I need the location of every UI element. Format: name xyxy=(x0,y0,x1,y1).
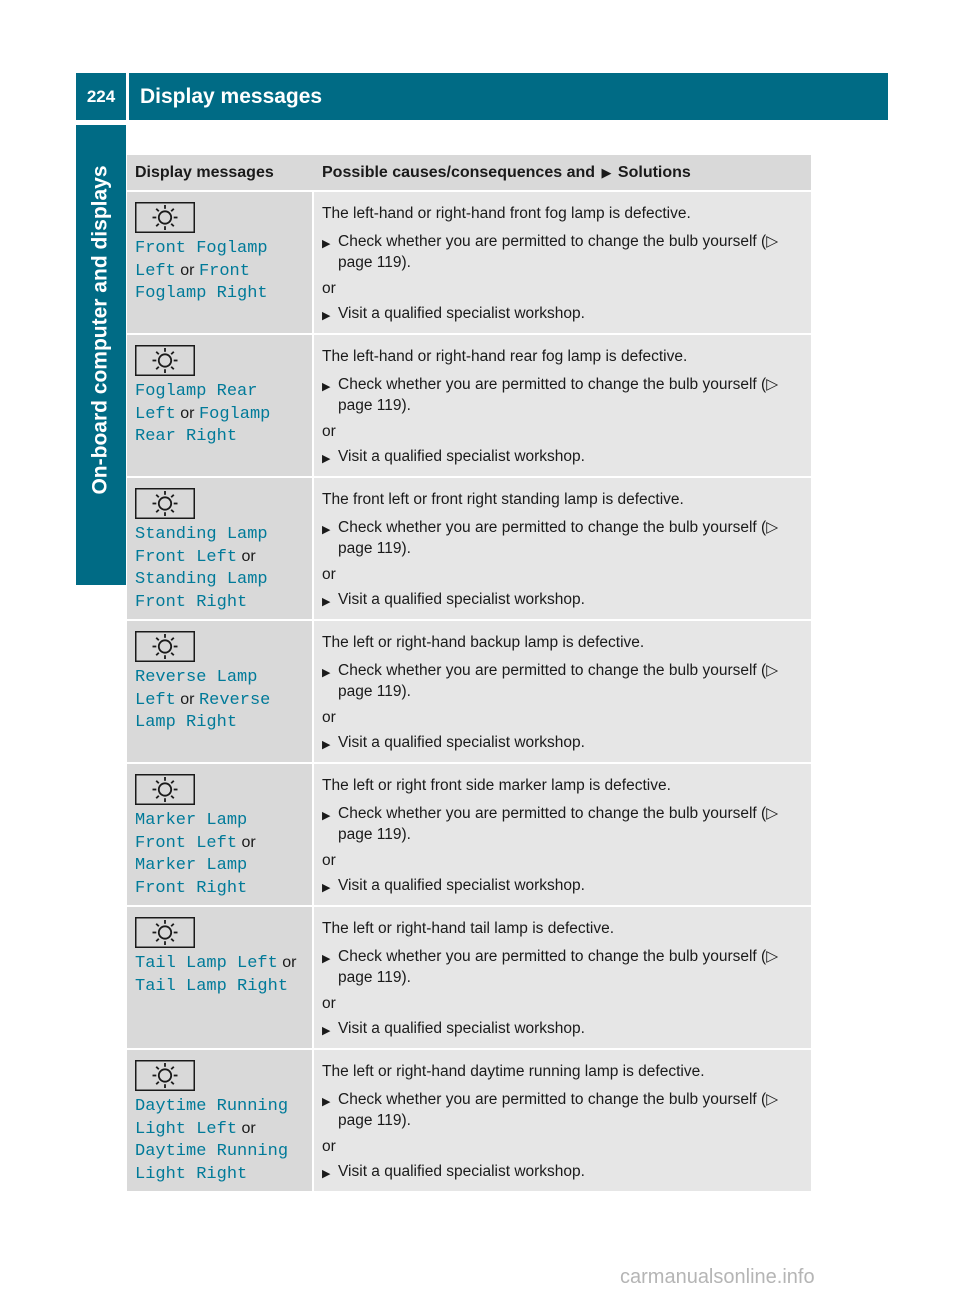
page-number: 224 xyxy=(76,73,126,120)
step-text: Check whether you are permitted to change the bulb yourself (▷ page 119). xyxy=(338,1090,779,1129)
triangle-right-icon: ▶ xyxy=(322,809,331,822)
or-separator: or xyxy=(322,279,336,297)
col-header-messages: Display messages xyxy=(135,163,274,181)
message-code-alternate: Tail Lamp Right xyxy=(135,976,289,996)
message-code-primary: Front Foglamp Left xyxy=(135,239,268,281)
triangle-right-icon: ▶ xyxy=(322,1095,331,1108)
message-code-primary: Standing Lamp Front Left xyxy=(135,525,268,567)
step-check-bulb xyxy=(322,1089,803,1132)
step-text: Check whether you are permitted to change the bulb yourself (▷ page 119). xyxy=(338,232,779,271)
message-code-alternate: Foglamp Rear Right xyxy=(135,404,271,446)
or-separator: or xyxy=(322,994,336,1012)
or-separator: or xyxy=(322,708,336,726)
message-code-alternate: Reverse Lamp Right xyxy=(135,690,271,732)
lamp-bulb-icon xyxy=(135,202,195,233)
step-visit-workshop xyxy=(322,303,803,328)
display-messages-table xyxy=(127,155,811,1193)
table-body xyxy=(127,192,811,1193)
cause-text: The left or right-hand tail lamp is defective. xyxy=(322,920,615,937)
step-text: Check whether you are permitted to change the bulb yourself (▷ page 119). xyxy=(338,375,779,414)
solution-cell xyxy=(314,478,811,619)
table-row xyxy=(127,192,811,335)
display-message-cell xyxy=(127,335,314,476)
lamp-bulb-icon xyxy=(135,917,195,948)
or-label: or xyxy=(180,690,195,708)
triangle-right-icon: ▶ xyxy=(322,952,331,965)
display-message-cell xyxy=(127,1050,314,1191)
triangle-right-icon: ▶ xyxy=(322,666,331,679)
table-row xyxy=(127,335,811,478)
display-message-cell xyxy=(127,192,314,333)
message-code-primary: Marker Lamp Front Left xyxy=(135,811,248,853)
or-label: or xyxy=(180,261,195,279)
table-header xyxy=(127,155,811,192)
step-visit-workshop xyxy=(322,446,803,471)
triangle-right-icon: ▶ xyxy=(322,380,331,393)
step-text: Visit a qualified specialist workshop. xyxy=(338,877,585,894)
message-code-alternate: Daytime Running Light Right xyxy=(135,1142,289,1184)
col-header-solutions-post: Solutions xyxy=(617,163,691,181)
or-separator: or xyxy=(322,422,336,440)
table-row xyxy=(127,621,811,764)
message-text xyxy=(135,952,304,997)
col-header-solutions-pre: Possible causes/consequences and xyxy=(322,163,596,181)
step-text: Check whether you are permitted to change the bulb yourself (▷ page 119). xyxy=(338,518,779,557)
or-separator: or xyxy=(322,851,336,869)
cause-text: The left-hand or right-hand front fog lamp is defective. xyxy=(322,205,691,222)
step-visit-workshop xyxy=(322,1018,803,1043)
triangle-right-icon: ▶ xyxy=(322,596,331,608)
step-check-bulb xyxy=(322,374,803,417)
triangle-right-icon: ▶ xyxy=(322,237,331,250)
triangle-right-icon: ▶ xyxy=(322,1168,331,1180)
or-label: or xyxy=(180,404,195,422)
table-row xyxy=(127,1050,811,1193)
display-message-cell xyxy=(127,478,314,619)
message-code-primary: Reverse Lamp Left xyxy=(135,668,258,710)
solution-cell xyxy=(314,1050,811,1191)
page-title: Display messages xyxy=(129,73,888,120)
step-check-bulb xyxy=(322,231,803,274)
step-visit-workshop xyxy=(322,732,803,757)
step-visit-workshop xyxy=(322,589,803,614)
lamp-bulb-icon xyxy=(135,488,195,519)
message-code-primary: Daytime Running Light Left xyxy=(135,1097,289,1139)
message-code-primary: Foglamp Rear Left xyxy=(135,382,258,424)
table-row xyxy=(127,764,811,907)
step-text: Visit a qualified specialist workshop. xyxy=(338,448,585,465)
message-text xyxy=(135,809,304,899)
step-text: Check whether you are permitted to change the bulb yourself (▷ page 119). xyxy=(338,661,779,700)
triangle-right-icon: ▶ xyxy=(322,882,331,894)
cause-text: The left or right-hand backup lamp is defective. xyxy=(322,634,645,651)
or-label: or xyxy=(282,954,297,971)
triangle-right-icon: ▶ xyxy=(322,523,331,536)
message-text xyxy=(135,380,304,448)
solution-cell xyxy=(314,192,811,333)
display-message-cell xyxy=(127,907,314,1048)
solution-cell xyxy=(314,621,811,762)
message-text xyxy=(135,237,304,305)
side-tab xyxy=(76,125,126,535)
message-code-primary: Tail Lamp Left xyxy=(135,954,278,973)
cause-text: The left or right front side marker lamp is defective. xyxy=(322,777,671,794)
step-text: Visit a qualified specialist workshop. xyxy=(338,734,585,751)
lamp-bulb-icon xyxy=(135,631,195,662)
step-text: Visit a qualified specialist workshop. xyxy=(338,591,585,608)
message-text xyxy=(135,1095,304,1185)
lamp-bulb-icon xyxy=(135,345,195,376)
step-check-bulb xyxy=(322,946,803,989)
side-tab-label: On-board computer and displays xyxy=(89,165,112,495)
table-row xyxy=(127,478,811,621)
display-message-cell xyxy=(127,764,314,905)
message-text xyxy=(135,666,304,734)
message-code-alternate: Marker Lamp Front Right xyxy=(135,856,248,898)
lamp-bulb-icon xyxy=(135,1060,195,1091)
step-text: Visit a qualified specialist workshop. xyxy=(338,1163,585,1180)
table-row xyxy=(127,907,811,1050)
or-separator: or xyxy=(322,1137,336,1155)
step-text: Visit a qualified specialist workshop. xyxy=(338,1020,585,1037)
or-label: or xyxy=(241,833,256,851)
step-check-bulb xyxy=(322,660,803,703)
watermark: carmanualsonline.info xyxy=(620,1266,815,1288)
step-text: Check whether you are permitted to change the bulb yourself (▷ page 119). xyxy=(338,947,779,986)
triangle-right-icon: ▶ xyxy=(322,1025,331,1037)
col-header-solutions xyxy=(314,164,811,182)
cause-text: The front left or front right standing lamp is defective. xyxy=(322,491,684,508)
step-text: Visit a qualified specialist workshop. xyxy=(338,305,585,322)
message-text xyxy=(135,523,304,613)
cause-text: The left-hand or right-hand rear fog lamp is defective. xyxy=(322,348,688,365)
step-text: Check whether you are permitted to change the bulb yourself (▷ page 119). xyxy=(338,804,779,843)
solution-cell xyxy=(314,764,811,905)
triangle-right-icon: ▶ xyxy=(601,164,612,180)
step-check-bulb xyxy=(322,803,803,846)
or-label: or xyxy=(241,1119,256,1137)
or-separator: or xyxy=(322,565,336,583)
lamp-bulb-icon xyxy=(135,774,195,805)
triangle-right-icon: ▶ xyxy=(322,739,331,751)
triangle-right-icon: ▶ xyxy=(322,310,331,322)
step-visit-workshop xyxy=(322,1161,803,1186)
cause-text: The left or right-hand daytime running lamp is defective. xyxy=(322,1063,705,1080)
message-code-alternate: Standing Lamp Front Right xyxy=(135,570,268,612)
step-visit-workshop xyxy=(322,875,803,900)
message-code-alternate: Front Foglamp Right xyxy=(135,261,268,303)
solution-cell xyxy=(314,907,811,1048)
solution-cell xyxy=(314,335,811,476)
triangle-right-icon: ▶ xyxy=(322,453,331,465)
step-check-bulb xyxy=(322,517,803,560)
display-message-cell xyxy=(127,621,314,762)
or-label: or xyxy=(241,547,256,565)
